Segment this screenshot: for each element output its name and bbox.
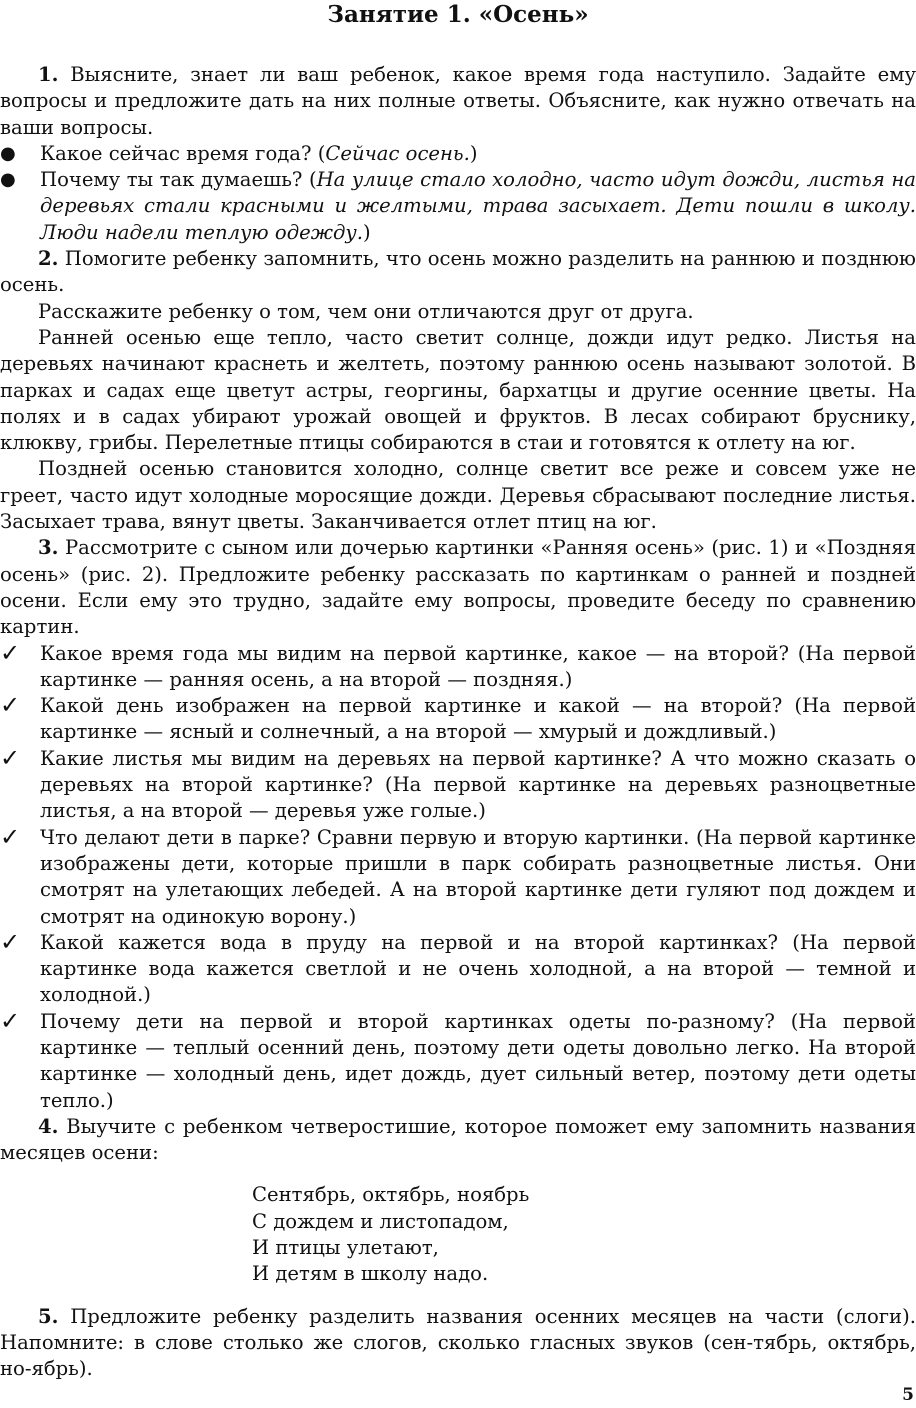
answer: Сейчас осень. xyxy=(325,141,470,165)
check-text: Почему дети на первой и второй картинках одеты по-разному? (На первой картинке — теплый осенний день, поэтому дети одеты довольно легко. На второй картинке — холодный день, идет дождь, дует сильный ветер, поэтому дети одеты тепло.) xyxy=(40,1009,916,1112)
check-item xyxy=(0,638,916,694)
check-text: Какой день изображен на первой картинке и какой — на второй? (На первой картинке — ясный и солнечный, а на второй — хмурый и дождливый.) xyxy=(40,694,916,744)
check-item xyxy=(0,822,916,930)
check-item xyxy=(0,743,916,825)
paragraph-2b: Расскажите ребенку о том, чем они отличаются друг от друга. xyxy=(38,299,694,323)
checkmark-icon: ✓ xyxy=(0,638,21,667)
poem-line: И детям в школу надо. xyxy=(252,1262,489,1286)
paragraph-text: Выясните, знает ли ваш ребенок, какое время года наступило. Задайте ему вопросы и предложите дать на них полные ответы. Объясните, как нужно отвечать на ваши вопросы. xyxy=(0,63,916,139)
paragraph-text: Предложите ребенку разделить названия осенних месяцев на части (слоги). Напомните: в слове столько же слогов, сколько гласных звуков (сен-тябрь, октябрь, но-ябрь). xyxy=(0,1304,916,1381)
page-title: Занятие 1. «Осень» xyxy=(327,1,589,28)
check-item xyxy=(0,693,916,746)
paragraph-number: 1. xyxy=(38,63,59,86)
question: Какое сейчас время года? ( xyxy=(40,141,326,165)
paragraph-text: Помогите ребенку запомнить, что осень можно разделить на раннюю и позднюю осень. xyxy=(0,247,916,297)
paragraph-number: 3. xyxy=(38,536,59,560)
paragraph-number: 5. xyxy=(38,1304,59,1328)
bullet-item xyxy=(0,141,916,167)
bullet-icon: ● xyxy=(0,169,16,191)
page-number: 5 xyxy=(902,1385,914,1405)
paragraph-number: 4. xyxy=(38,1114,59,1138)
checkmark-icon: ✓ xyxy=(0,691,21,720)
paragraph-text: Выучите с ребенком четверостишие, которое поможет ему запомнить названия месяцев осени: xyxy=(0,1114,916,1165)
poem-line: Сентябрь, октябрь, ноябрь xyxy=(252,1183,530,1207)
bullet-item xyxy=(0,167,916,246)
paragraph-2d: Поздней осенью становится холодно, солнце светит все реже и совсем уже не греет, часто идут холодные моросящие дожди. Деревья сбрасывают последние листья. Засыхает трава, вянут цветы. Заканчивается отлет птиц на юг. xyxy=(0,457,916,534)
check-text: Что делают дети в парке? Сравни первую и вторую картинки. (На первой картинке изображены дети, которые пришли в парк собирать разноцветные листья. Они смотрят на улетающих лебедей. А на второй картинке дети гуляют под дождем и смотрят на одинокую ворону.) xyxy=(40,825,916,928)
paragraph-text: Рассмотрите с сыном или дочерью картинки «Ранняя осень» (рис. 1) и «Поздняя осень» (рис. 2). Предложите ребенку рассказать по картинкам о ранней и поздней осени. Если ему это трудно, задайте ему вопросы, проведите беседу по сравнению картин. xyxy=(0,536,916,639)
check-text: Какие листья мы видим на деревьях на первой картинке? А что можно сказать о деревьях на второй картинке? (На первой картинке на деревьях разноцветные листья, а на второй — деревья уже голые.) xyxy=(40,746,916,823)
check-text: Какое время года мы видим на первой картинке, какое — на второй? (На первой картинке — ранняя осень, а на второй — поздняя.) xyxy=(40,641,916,691)
poem-line: И птицы улетают, xyxy=(252,1236,439,1260)
answer: На улице стало холодно, часто идут дожди, листья на деревьях стали красными и желтыми, трава засыхает. Дети пошли в школу. Люди надели теплую одежду. xyxy=(40,168,916,244)
checkmark-icon: ✓ xyxy=(0,743,21,772)
bullet-icon: ● xyxy=(0,142,16,164)
poem-line: С дождем и листопадом, xyxy=(252,1209,509,1233)
check-item xyxy=(0,927,916,1009)
checkmark-icon: ✓ xyxy=(0,927,21,956)
checkmark-icon: ✓ xyxy=(0,822,21,851)
paren: ) xyxy=(363,220,371,244)
paragraph-number: 2. xyxy=(38,247,59,271)
paragraph-2c: Ранней осенью еще тепло, часто светит солнце, дожди идут редко. Листья на деревьях начинают краснеть и желтеть, поэтому раннюю осень называют золотой. В парках и садах еще цветут астры, георгины, бархатцы и другие осенние цветы. На полях и в садах убирают урожай овощей и фруктов. В лесах собирают бруснику, клюкву, грибы. Перелетные птицы собираются в стаи и готовятся к отлету на юг. xyxy=(0,325,916,455)
paragraph-2 xyxy=(0,246,916,299)
poem xyxy=(252,1182,916,1287)
question: Почему ты так думаешь? ( xyxy=(40,168,317,192)
check-item xyxy=(0,1006,916,1114)
check-text: Какой кажется вода в пруду на первой и на второй картинках? (На первой картинке вода кажется светлой и не очень холодной, а на второй — темной и холодной.) xyxy=(40,930,916,1007)
paragraph-3 xyxy=(0,535,916,640)
paragraph-5 xyxy=(0,1304,916,1383)
paren: ) xyxy=(469,141,478,165)
page-body xyxy=(0,62,916,1383)
paragraph-4 xyxy=(0,1114,916,1167)
paragraph-1 xyxy=(0,62,916,141)
checkmark-icon: ✓ xyxy=(0,1006,21,1035)
